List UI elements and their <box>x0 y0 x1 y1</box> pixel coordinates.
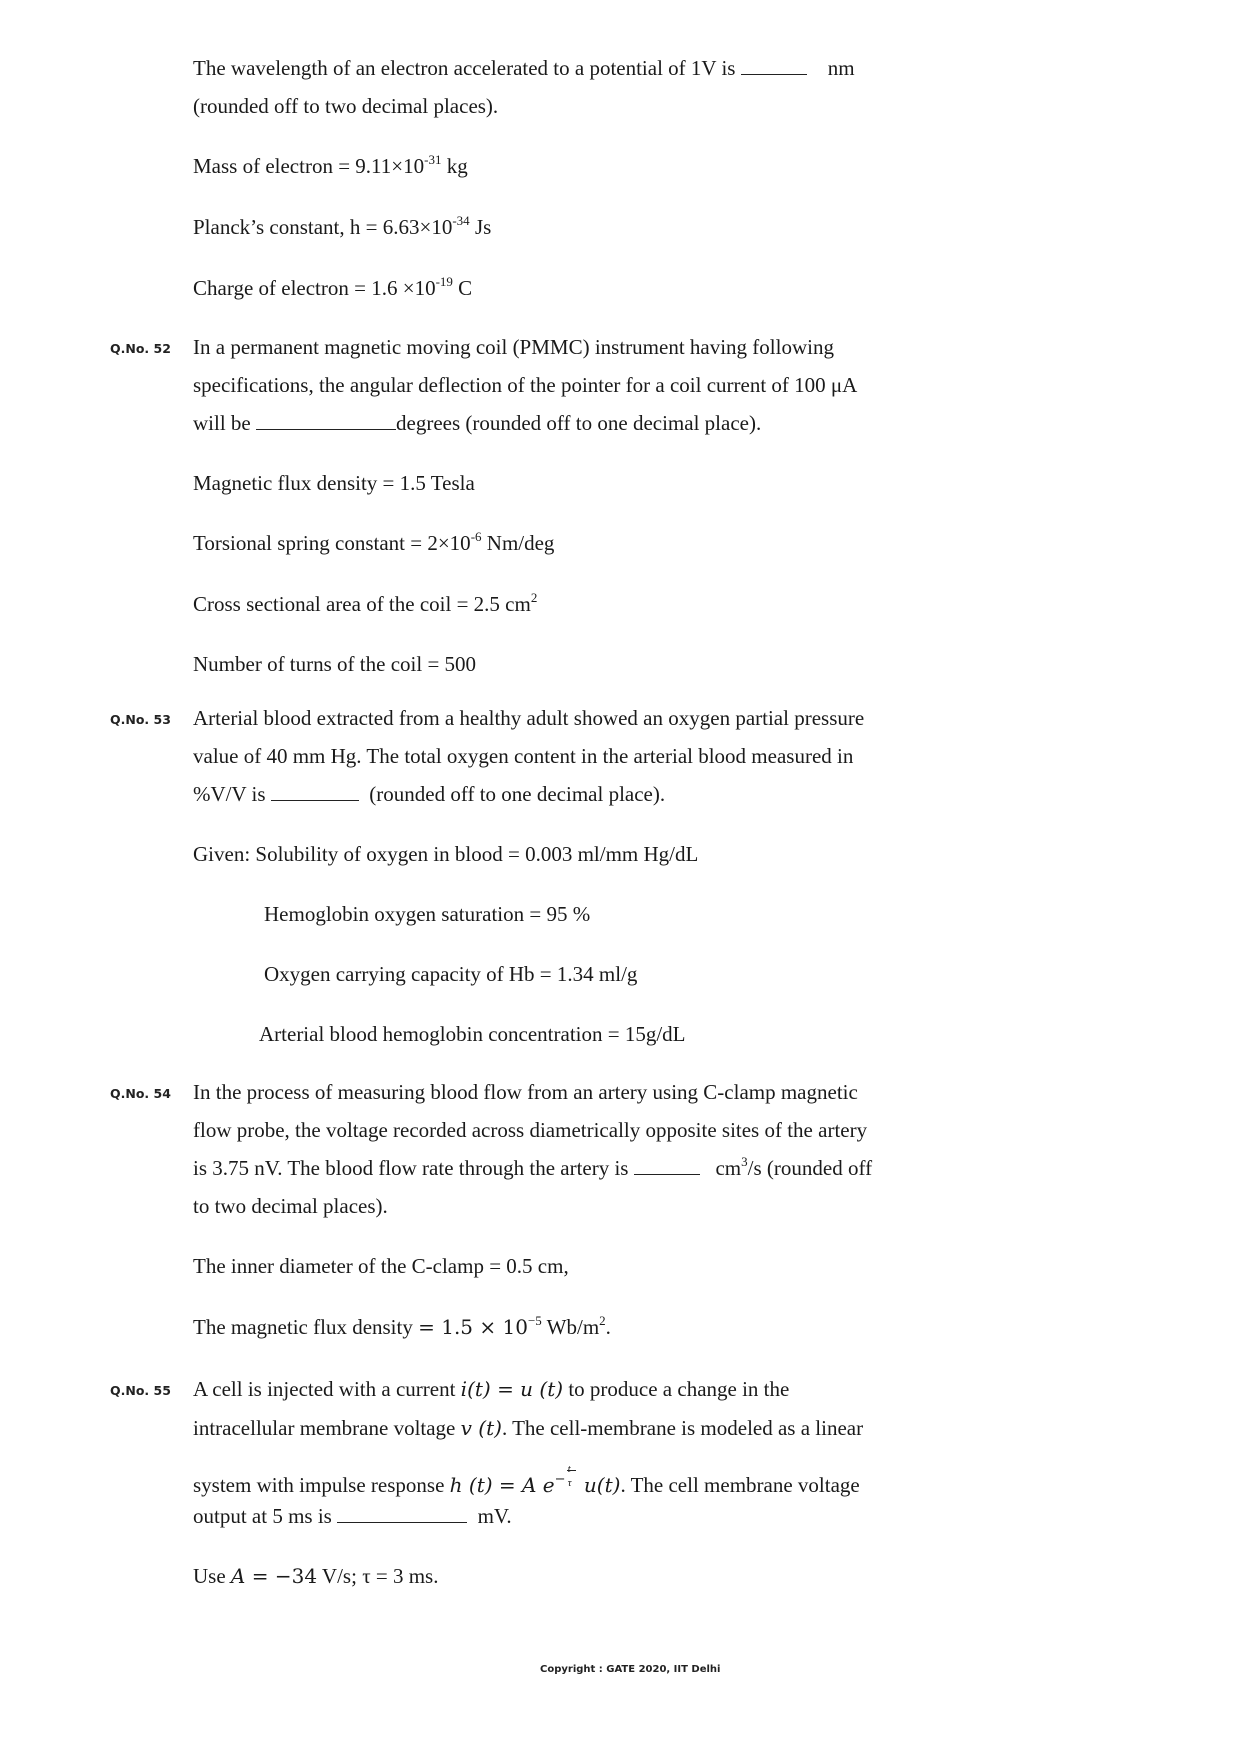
answer-blank <box>271 782 359 801</box>
planck-constant: Planck’s constant, $h = 6.63\times 10^{-34}$ Js <box>193 213 492 239</box>
q53-line-1: Arterial blood extracted from a healthy adult showed an oxygen partial pressure <box>193 706 865 730</box>
q55-use-values: Use A = −34 V/s; τ = 3 ms. <box>193 1564 439 1588</box>
question-number: Q.No. 55 <box>110 1383 171 1398</box>
charge-of-electron: Charge of electron = $1.6 \times 10^{-19}$ C <box>193 274 473 300</box>
mass-of-electron: Mass of electron = $9.11\times 10^{-31}$ kg <box>193 152 468 178</box>
answer-blank <box>741 56 807 75</box>
copyright-footer: Copyright : GATE 2020, IIT Delhi <box>540 1664 721 1675</box>
question-number: Q.No. 54 <box>110 1086 171 1101</box>
q53-given-hb-concentration: Arterial blood hemoglobin concentration = 15g/dL <box>259 1022 686 1046</box>
question-number: Q.No. 52 <box>110 341 171 356</box>
q54-line-1: In the process of measuring blood flow from an artery using C-clamp magnetic <box>193 1080 858 1104</box>
q52-given-spring-constant: Torsional spring constant = $2\times 10^{-6}$ Nm/deg <box>193 529 555 555</box>
q52-given-area: Cross sectional area of the coil = 2.5 $cm^2$ <box>193 590 538 616</box>
q54-given-flux-density: The magnetic flux density = $1.5 \times 10^{-5}$ $Wb/m^2$. <box>193 1313 611 1339</box>
exponent-fraction: t τ <box>566 1464 578 1484</box>
q53-given-capacity: Oxygen carrying capacity of Hb = 1.34 ml/g <box>264 962 638 986</box>
q52-line-1: In a permanent magnetic moving coil (PMMC) instrument having following <box>193 335 834 359</box>
q54-given-diameter: The inner diameter of the C-clamp = 0.5 cm, <box>193 1254 569 1278</box>
intro-line-1: The wavelength of an electron accelerated to a potential of 1V is nm <box>193 56 855 80</box>
q55-line-4: output at 5 ms is mV. <box>193 1504 512 1528</box>
q52-line-3: will be degrees (rounded off to one decimal place). <box>193 411 762 435</box>
q53-line-2: value of 40 mm Hg. The total oxygen content in the arterial blood measured in <box>193 744 854 768</box>
q55-line-1: A cell is injected with a current i(t) = u (t) to produce a change in the <box>193 1377 790 1401</box>
q55-line-3: system with impulse response h (t) = A e− t τ u(t). The cell membrane voltage <box>193 1463 860 1497</box>
q53-given-solubility: Given: Solubility of oxygen in blood = 0.003 ml/mm Hg/dL <box>193 842 699 866</box>
q55-line-2: intracellular membrane voltage v (t). The cell-membrane is modeled as a linear <box>193 1416 864 1440</box>
q52-given-turns: Number of turns of the coil = 500 <box>193 652 477 676</box>
answer-blank <box>337 1504 467 1523</box>
answer-blank <box>634 1156 700 1175</box>
q52-line-2: specifications, the angular deflection of the pointer for a coil current of 100 μA <box>193 373 858 397</box>
q53-line-3: %V/V is (rounded off to one decimal place). <box>193 782 666 806</box>
intro-line-2: (rounded off to two decimal places). <box>193 94 499 118</box>
q54-line-3: is 3.75 nV. The blood flow rate through the artery is $cm^3/s$ (rounded off <box>193 1154 873 1180</box>
question-number: Q.No. 53 <box>110 712 171 727</box>
q53-given-saturation: Hemoglobin oxygen saturation = 95 % <box>264 902 591 926</box>
answer-blank <box>256 411 396 430</box>
q54-line-2: flow probe, the voltage recorded across diametrically opposite sites of the artery <box>193 1118 868 1142</box>
q52-given-flux-density: Magnetic flux density = 1.5 Tesla <box>193 471 475 495</box>
q54-line-4: to two decimal places). <box>193 1194 388 1218</box>
